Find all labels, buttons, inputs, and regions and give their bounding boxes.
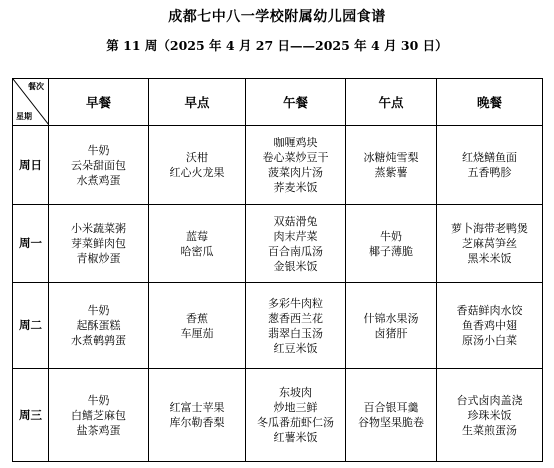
- meal-cell-lunch: [246, 126, 346, 205]
- meal-cell-afternoon-snack: [346, 126, 437, 205]
- header-lunch: 午餐: [246, 79, 346, 126]
- dish-item: 萝卜海带老鸭煲: [451, 222, 528, 235]
- dish-item: 肉末芹菜: [273, 229, 318, 243]
- dish-item: 牛奶: [87, 143, 110, 157]
- dish-item: 水煮鸡蛋: [76, 173, 121, 187]
- dish-item: 什锦水果汤: [363, 311, 419, 325]
- dish-item: 金银米饭: [273, 259, 318, 273]
- header-morning-snack: 早点: [149, 79, 246, 126]
- dish-item: 水煮鹌鹑蛋: [71, 334, 126, 347]
- dish-item: 盐茶鸡蛋: [76, 423, 121, 437]
- dish-item: 原汤小白菜: [462, 334, 517, 347]
- table-row: [13, 126, 543, 205]
- menu-body: [13, 126, 543, 462]
- header-afternoon-snack: 午点: [346, 79, 437, 126]
- dish-item: 珍珠米饭: [467, 408, 512, 422]
- meal-cell-breakfast: [49, 205, 149, 283]
- dish-item: 冬瓜番茄虾仁汤: [257, 416, 334, 429]
- corner-meal-label: 餐次: [28, 82, 44, 91]
- dish-item: 黑米米饭: [467, 252, 512, 265]
- dish-item: 葱香西兰花: [268, 311, 323, 325]
- dish-item: 牛奶: [380, 229, 402, 243]
- dish-item: 百合南瓜汤: [268, 244, 323, 258]
- header-breakfast: 早餐: [49, 79, 149, 126]
- meal-cell-morning-snack: [149, 205, 246, 283]
- dish-item: 红豆米饭: [273, 341, 318, 355]
- dish-item: 鱼香鸡中翅: [462, 319, 517, 332]
- meal-cell-dinner: [437, 126, 543, 205]
- dish-item: 五香鸭胗: [467, 166, 512, 179]
- dish-item: 谷物坚果脆卷: [358, 416, 424, 429]
- meal-cell-morning-snack: [149, 283, 246, 369]
- menu-table: [12, 78, 543, 462]
- dish-item: 小米蔬菜粥: [71, 222, 126, 235]
- meal-cell-afternoon-snack: [346, 205, 437, 283]
- dish-item: 蓝莓: [186, 229, 208, 243]
- dish-item: 卷心菜炒豆干: [262, 151, 329, 164]
- meal-cell-morning-snack: [149, 126, 246, 205]
- header-row: [13, 79, 543, 126]
- dish-item: 台式卤肉盖浇: [456, 393, 523, 407]
- meal-cell-morning-snack: [149, 369, 246, 462]
- dish-item: 东坡肉: [279, 386, 312, 399]
- dish-item: 起酥蛋糕: [76, 319, 121, 332]
- dish-item: 卤猪肝: [374, 326, 408, 340]
- dish-item: 生菜煎蛋汤: [462, 423, 517, 437]
- day-label: 周三: [13, 369, 49, 462]
- meal-cell-afternoon-snack: [346, 283, 437, 369]
- meal-cell-breakfast: [49, 369, 149, 462]
- dish-item: 牛奶: [87, 393, 110, 407]
- meal-cell-lunch: [246, 205, 346, 283]
- dish-item: 蒸紫薯: [374, 166, 408, 179]
- meal-cell-dinner: [437, 369, 543, 462]
- dish-item: 香菇鲜肉水饺: [456, 304, 523, 317]
- dish-item: 库尔勒香梨: [169, 416, 225, 429]
- meal-cell-dinner: [437, 283, 543, 369]
- dish-item: 双菇滑兔: [273, 214, 318, 228]
- dish-item: 青椒炒蛋: [76, 252, 121, 265]
- header-dinner: 晚餐: [437, 79, 543, 126]
- meal-cell-breakfast: [49, 283, 149, 369]
- dish-item: 香蕉: [186, 311, 208, 325]
- dish-item: 芝麻莴笋丝: [462, 237, 517, 250]
- dish-item: 翡翠白玉汤: [268, 326, 323, 340]
- dish-item: 云朵甜面包: [71, 158, 126, 172]
- dish-item: 芽菜鲜肉包: [71, 237, 126, 250]
- dish-item: 荞麦米饭: [273, 181, 318, 194]
- day-label: 周二: [13, 283, 49, 369]
- dish-item: 红烧鳝鱼面: [462, 151, 517, 164]
- dish-item: 菠菜肉片汤: [268, 166, 323, 179]
- meal-cell-lunch: [246, 283, 346, 369]
- table-row: [13, 283, 543, 369]
- meal-cell-lunch: [246, 369, 346, 462]
- dish-item: 红富士苹果: [169, 401, 225, 414]
- dish-item: 冰糖炖雪梨: [363, 151, 419, 164]
- dish-item: 咖喱鸡块: [273, 136, 318, 149]
- week-subtitle: 第 11 周（2025 年 4 月 27 日——2025 年 4 月 30 日）: [106, 38, 448, 53]
- dish-item: 红薯米饭: [273, 431, 318, 444]
- dish-item: 车厘茄: [180, 326, 214, 340]
- dish-item: 红心火龙果: [169, 166, 225, 179]
- meal-cell-dinner: [437, 205, 543, 283]
- dish-item: 牛奶: [87, 304, 110, 317]
- corner-cell: [13, 79, 49, 126]
- meal-cell-breakfast: [49, 126, 149, 205]
- dish-item: 沃柑: [186, 151, 208, 164]
- dish-item: 炒地三鲜: [273, 401, 318, 414]
- dish-item: 椰子薄脆: [369, 244, 413, 258]
- day-label: 周一: [13, 205, 49, 283]
- corner-day-label: 星期: [16, 112, 32, 121]
- dish-item: 哈密瓜: [180, 244, 214, 258]
- dish-item: 多彩牛肉粒: [268, 296, 323, 310]
- dish-item: 百合银耳羹: [363, 401, 419, 414]
- meal-cell-afternoon-snack: [346, 369, 437, 462]
- table-row: [13, 369, 543, 462]
- day-label: 周日: [13, 126, 49, 205]
- dish-item: 白鳍芝麻包: [71, 408, 126, 422]
- table-row: [13, 205, 543, 283]
- menu-title: 成都七中八一学校附属幼儿园食谱: [168, 9, 386, 25]
